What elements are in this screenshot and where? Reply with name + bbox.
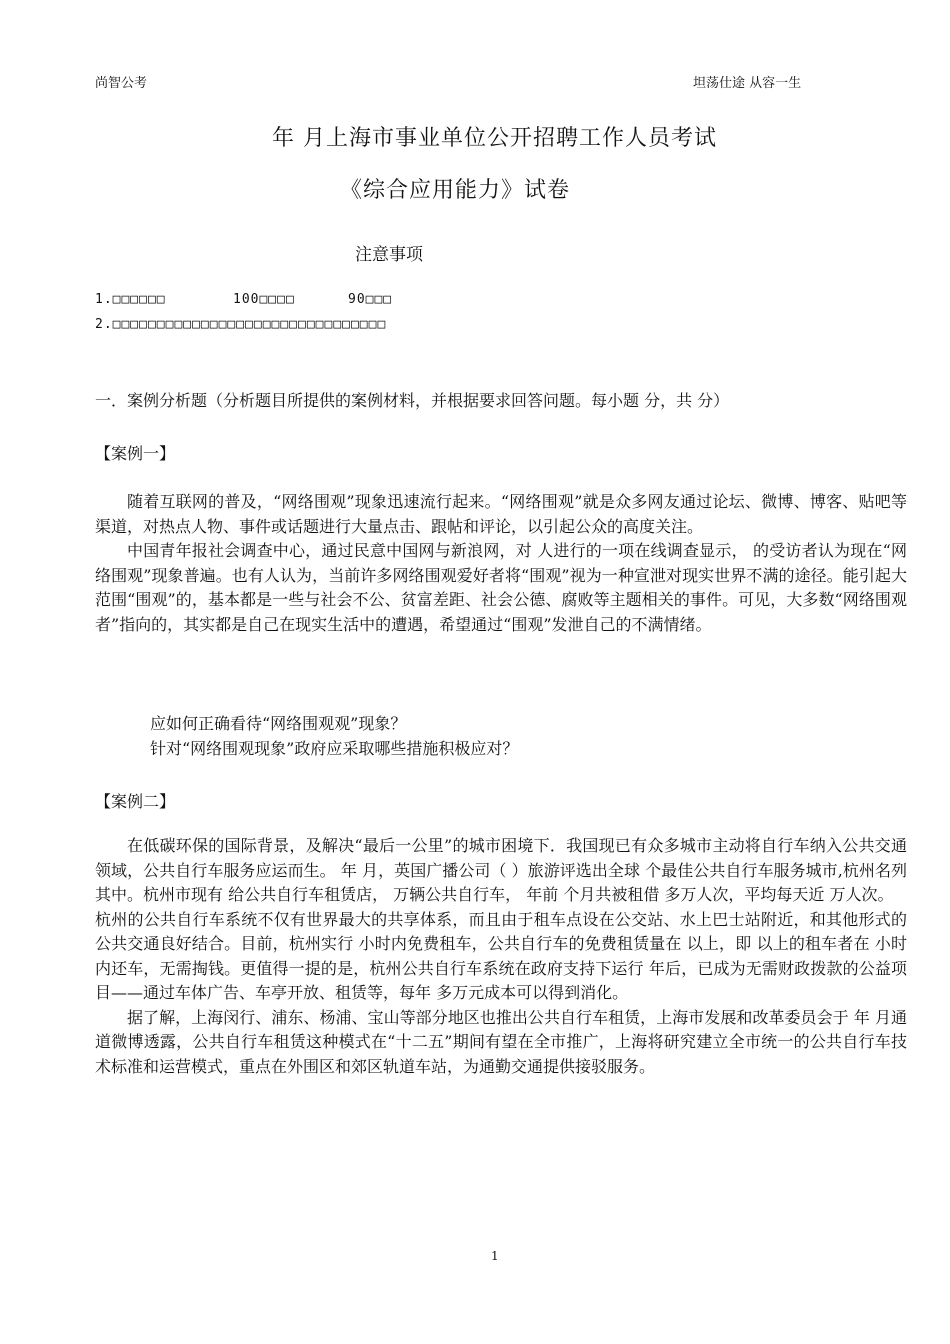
case1-title: 【案例一】 xyxy=(95,444,176,463)
exam-title: 年 月上海市事业单位公开招聘工作人员考试 xyxy=(272,126,717,151)
case1-paragraph-1: 随着互联网的普及，“网络围观”现象迅速流行起来。“网络围观”就是众多网友通过论坛、微博、博客、贴吧等渠道，对热点人物、事件或话题进行大量点击、跟帖和评论，以引起公众的高度关注。 xyxy=(95,492,907,536)
header-right: 坦荡仕途 从容一生 xyxy=(693,76,802,91)
case1-question-1: 应如何正确看待“网络围观观”现象？ xyxy=(150,714,407,733)
notice-item-2: 2.□□□□□□□□□□□□□□□□□□□□□□□□□□□□□□□ xyxy=(95,317,387,332)
header-left: 尚智公考 xyxy=(95,76,148,91)
case1-body xyxy=(95,490,907,637)
section-heading: 一．案例分析题（分析题目所提供的案例材料，并根据要求回答问题。每小题 分，共 分） xyxy=(95,391,730,410)
case2-paragraph-1: 在低碳环保的国际背景，及解决“最后一公里”的城市困境下．我国现已有众多城市主动将自行车纳入公共交通领域，公共自行车服务应运而生。 年 月，英国广播公司（ ）旅游评选出全球 个最佳公共自行车服务城市,杭州名列其中。杭州市现有 给公共自行车租赁店， 万辆公共自行车， 年前 个月共被租借 多万人次，平均每天近 万人次。 xyxy=(95,836,907,904)
case2-paragraph-3: 据了解，上海闵行、浦东、杨浦、宝山等部分地区也推出公共自行车租赁，上海市发展和改革委员会于 年 月通道微博透露，公共自行车租赁这种模式在“十二五”期间有望在全市推广，上海将研究建立全市统一的公共自行车技术标准和运营模式，重点在外围区和郊区轨道车站，为通勤交通提供接驳服务。 xyxy=(95,1007,907,1076)
notice-item-1c: 90□□□ xyxy=(348,292,393,307)
case2-body xyxy=(95,834,907,1079)
notice-item-1b: 100□□□□ xyxy=(233,292,295,307)
exam-subtitle: 《综合应用能力》试卷 xyxy=(340,178,571,203)
case2-title: 【案例二】 xyxy=(95,792,176,811)
case2-paragraph-2: 杭州的公共自行车系统不仅有世界最大的共享体系，而且由于租车点设在公交站、水上巴士站附近，和其他形式的公共交通良好结合。目前，杭州实行 小时内免费租车，公共自行车的免费租赁量在 以上，即 以上的租车者在 小时内还车，无需掏钱。更值得一提的是，杭州公共自行车系统在政府支持下运行 年后，已成为无需财政拨款的公益项目——通过车体广告、车亭开放、租赁等，每年 多万元成本可以得到消化。 xyxy=(95,909,907,1002)
case1-question-2: 针对“网络围观现象”政府应采取哪些措施积极应对？ xyxy=(150,739,519,758)
case1-paragraph-2: 中国青年报社会调查中心，通过民意中国网与新浪网，对 人进行的一项在线调查显示， 的受访者认为现在“网络围观”现象普遍。也有人认为，当前许多网络围观爱好者将“围观”视为一种宣泄对现实世界不满的途径。能引起大范围“围观”的，基本都是一些与社会不公、贫富差距、社会公德、腐败等主题相关的事件。可见，大多数“网络围观者”指向的，其实都是自己在现实生活中的遭遇，希望通过“围观”发泄自己的不满情绪。 xyxy=(95,541,907,634)
notice-heading: 注意事项 xyxy=(355,245,423,265)
page-number: 1 xyxy=(491,1249,499,1263)
notice-item-1a: 1.□□□□□□ xyxy=(95,292,166,307)
